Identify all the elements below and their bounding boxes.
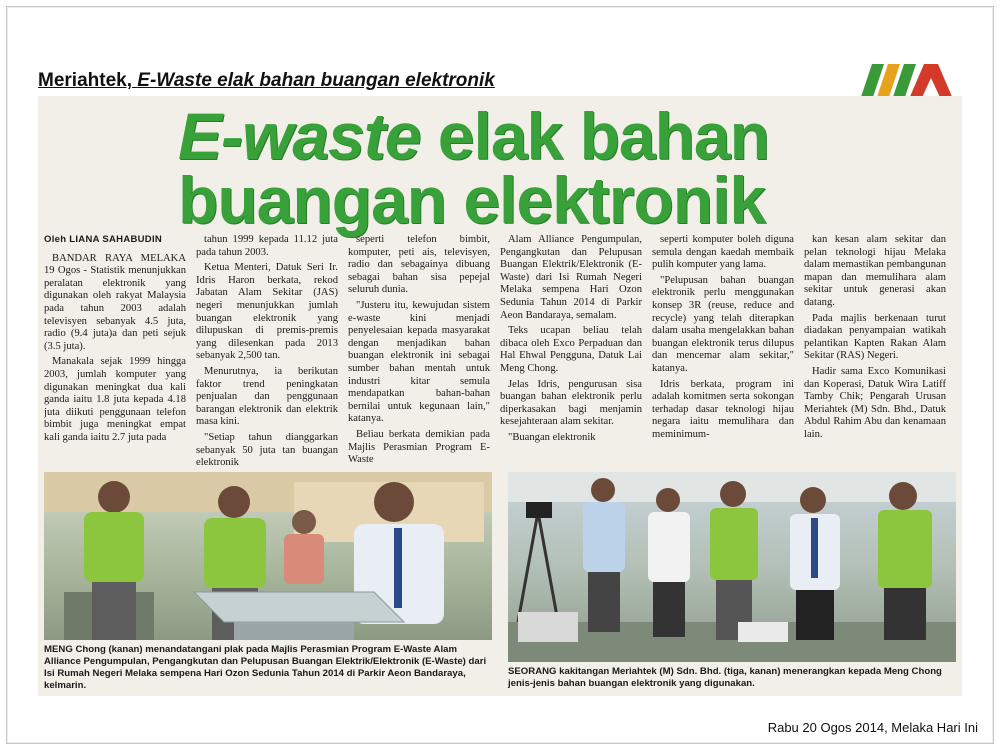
title-italic: E-Waste elak bahan buangan elektronik <box>137 70 495 91</box>
article-columns <box>38 234 962 479</box>
article-headline <box>178 99 938 237</box>
byline: Oleh LIANA SAHABUDIN <box>44 234 163 245</box>
article-paragraph: Idris berkata, program ini adalah komitmen serta sokongan terhadap dasar teknologi hijau negara iaitu memulihara dan meminimum- <box>652 378 794 440</box>
photo-ewaste-explanation <box>508 472 956 662</box>
article-paragraph: Manakala sejak 1999 hingga 2003, jumlah komputer yang digunakan meningkat dua kali ganda iaitu 1.8 juta kepada 4.18 juta diikuti penggunaan telefon bimbit juga meningkat empat kali ganda iaitu 2.7 juta pada <box>44 356 186 443</box>
article-paragraph: "Justeru itu, kewujudan sistem e-waste kini menjadi penyelesaian kepada masyarakat dengan menjadikan bahan buangan elektronik ini sebagai sumber bahan mentah untuk industri kitar semula mendapatkan bahan-bahan bernilai untuk kegunaan lain," katanya. <box>348 299 490 425</box>
article-paragraph: seperti komputer boleh diguna semula dengan kaedah membaik pulih komputer yang lama. <box>652 234 794 271</box>
headline-line2: buangan elektronik <box>178 163 766 237</box>
article-paragraph: Beliau berkata demikian pada Majlis Perasmian Program E-Waste <box>348 428 490 466</box>
article-paragraph: BANDAR RAYA MELAKA 19 Ogos - Statistik menunjukkan peralatan elektronik yang digunakan oleh rakyat Malaysia pada tahun 2003 adalah televisyen sebanyak 4.5 juta, radio (9.4 juta)a dan peti sejuk (3.5 juta). <box>44 252 186 352</box>
photo-signing-illustration <box>44 472 492 640</box>
article-paragraph: Menurutnya, ia berikutan faktor trend peningkatan penjualan dan penggunaan barangan elektronik dan elektrik masa kini. <box>196 365 338 428</box>
article-paragraph: seperti telefon bimbit, komputer, peti ais, televisyen, radio dan sebagainya dibuang sebagai bahan sisa pepejal seluruh dunia. <box>348 234 490 296</box>
article-column-1 <box>44 234 186 479</box>
newspaper-clipping <box>38 96 962 696</box>
article-column-5 <box>652 234 794 479</box>
article-paragraph: Pada majlis berkenaan turut diadakan penyampaian watikah pelantikan Kapten Rakan Alam Sekitar (RAS) Negeri. <box>804 312 946 362</box>
photo-explanation-illustration <box>508 472 956 662</box>
caption-right: SEORANG kakitangan Meriahtek (M) Sdn. Bhd. (tiga, kanan) menerangkan kepada Meng Chong jenis-jenis bahan buangan elektronik yang digunakan. <box>508 666 942 689</box>
article-paragraph: tahun 1999 kepada 11.12 juta pada tahun 2003. <box>196 234 338 258</box>
article-paragraph: Teks ucapan beliau telah dibaca oleh Exco Perpaduan dan Hal Ehwal Pengguna, Datuk Lai Meng Chong. <box>500 325 642 374</box>
headline-line1: elak bahan <box>420 99 769 173</box>
source-footer: Rabu 20 Ogos 2014, Melaka Hari Ini <box>767 720 978 735</box>
article-paragraph: Jelas Idris, pengurusan sisa buangan bahan elektronik perlu diperkasakan bagi menjamin kesejahteraan alam sekitar. <box>500 378 642 428</box>
article-paragraph: Hadir sama Exco Komunikasi dan Koperasi, Datuk Wira Latiff Tamby Chik; Pengarah Urusan Meriahtek (M) Sdn. Bhd., Datuk Abdul Rahim Abu dan kenamaan lain. <box>804 365 946 440</box>
article-paragraph: kan kesan alam sekitar dan pelan teknologi hijau Melaka dalam memastikan pembangunan mapan dan memulihara alam sekitar untuk generasi akan datang. <box>804 234 946 308</box>
document-title <box>38 70 495 92</box>
article-column-4 <box>500 234 642 479</box>
article-column-3 <box>348 234 490 479</box>
headline-italic: E-waste <box>178 99 421 173</box>
article-paragraph: "Pelupusan bahan buangan elektronik perlu menggunakan konsep 3R (reuse, reduce and recycle) yang telah diterapkan dalam usaha mengelakkan bahan buangan elektronik terus dilupus dan mencemar alam sekitar," katanya. <box>652 274 794 374</box>
article-column-6 <box>804 234 946 479</box>
caption-left: MENG Chong (kanan) menandatangani plak pada Majlis Perasmian Program E-Waste Alam Alliance Pengumpulan, Pengangkutan dan Pelupusan Buangan Elektrik/Elektronik (E-Waste) dari Isi Rumah Negeri Melaka sempena Hari Ozon Sedunia Tahun 2014 di Parkir Aeon Bandaraya, kelmarin. <box>44 644 487 691</box>
title-prefix: Meriahtek, <box>38 70 132 91</box>
article-paragraph: "Setiap tahun dianggarkan sebanyak 50 juta tan buangan elektronik <box>196 431 338 469</box>
article-paragraph: Alam Alliance Pengumpulan, Pengangkutan dan Pelupusan Buangan Elektrik/Elektronik (E-Waste) dari Isi Rumah Negeri Melaka sempena Hari Ozon Sedunia Tahun 2014 di Parkir Aeon Bandaraya, semalam. <box>500 234 642 321</box>
article-paragraph: "Buangan elektronik <box>508 431 596 443</box>
photo-signing-plaque <box>44 472 492 640</box>
article-paragraph: Ketua Menteri, Datuk Seri Ir. Idris Haron berkata, rekod Jabatan Alam Sekitar (JAS) negeri menunjukkan jumlah buangan elektronik yang dilupuskan di premis-premis yang dilesenkan pada 2013 sebanyak 2,500 tan. <box>196 262 338 362</box>
article-column-2 <box>196 234 338 479</box>
